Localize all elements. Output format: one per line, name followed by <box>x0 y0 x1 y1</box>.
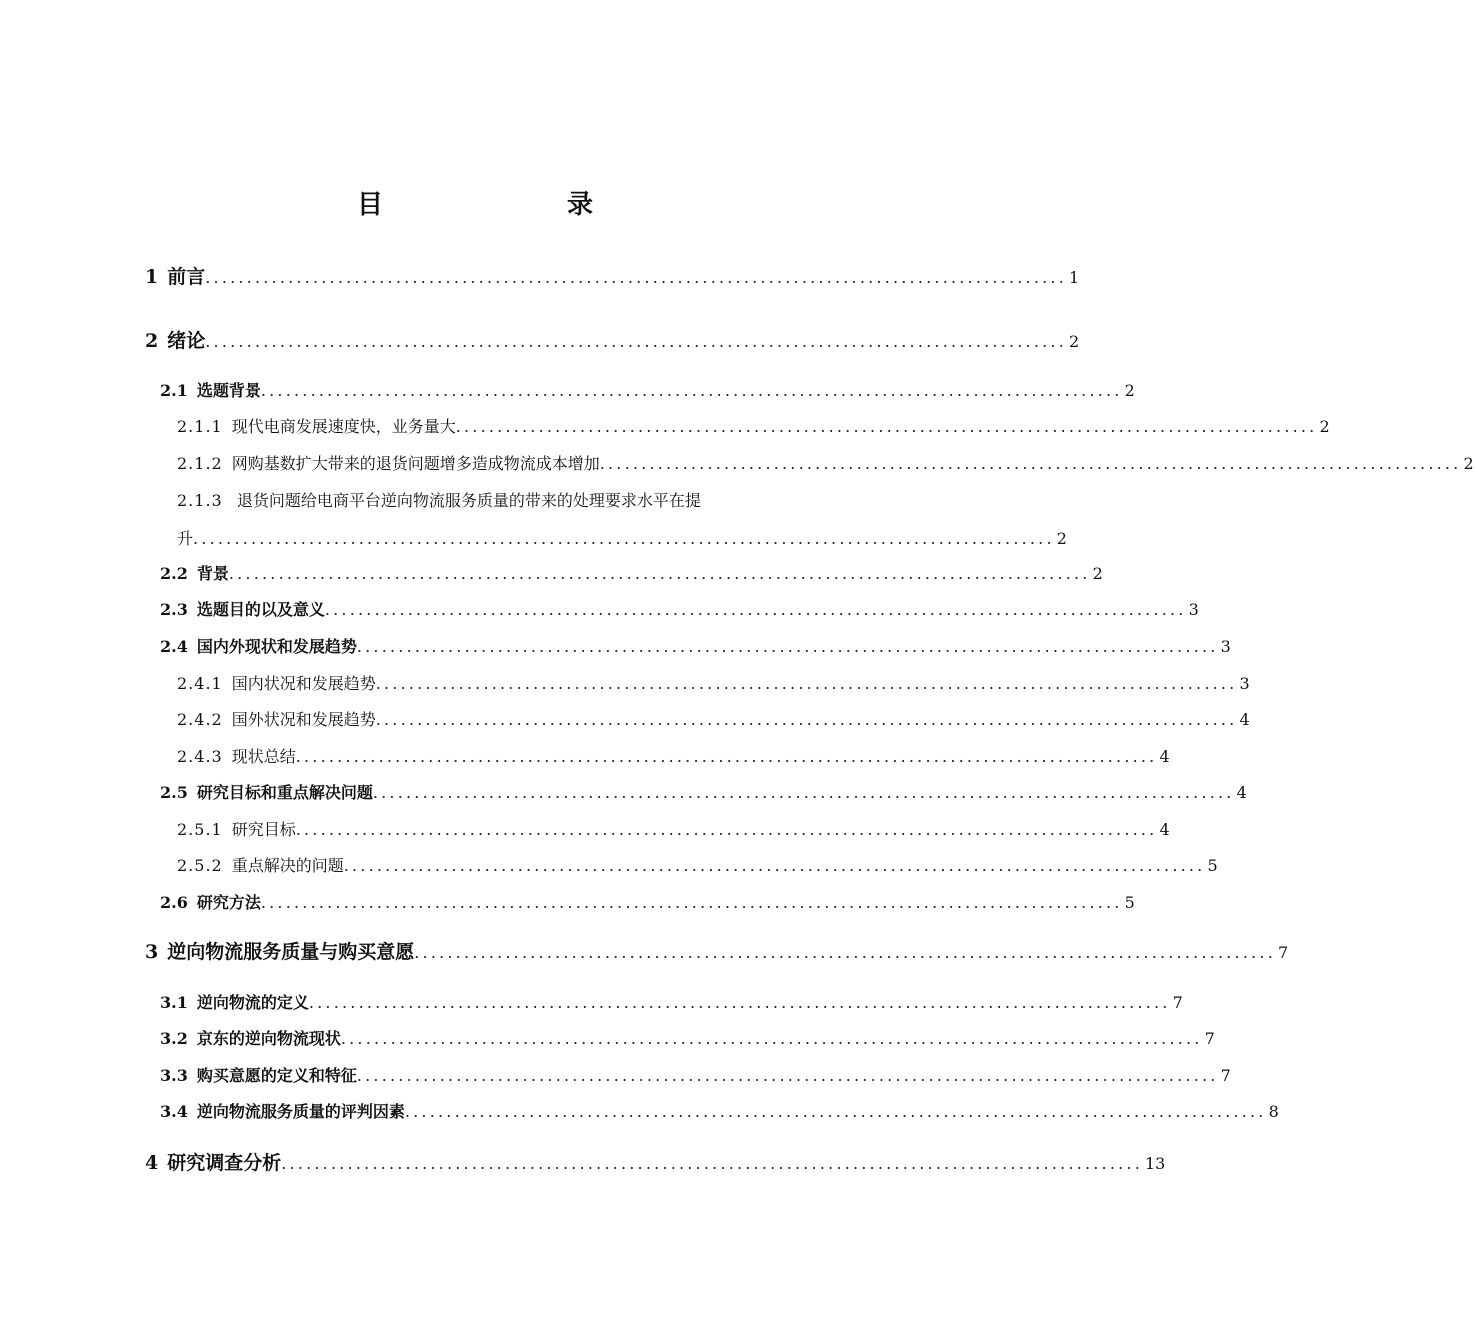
toc-entry-2-1[interactable] <box>160 378 1135 401</box>
toc-number: 2.3 <box>160 600 188 619</box>
toc-entry-2[interactable] <box>145 326 1080 353</box>
toc-page: 7 <box>1220 1066 1231 1085</box>
toc-title: 研究调查分析 <box>167 1152 282 1174</box>
toc-number: 2.1.1 <box>177 417 223 436</box>
toc-number: 3.3 <box>160 1066 188 1085</box>
toc-page: 3 <box>1239 674 1250 693</box>
toc-page: 4 <box>1239 710 1250 729</box>
toc-leader: ........................................................................................................ <box>295 820 1158 839</box>
toc-title: 网购基数扩大带来的退货问题增多造成物流成本增加 <box>231 454 600 473</box>
toc-title: 研究方法 <box>196 893 261 912</box>
toc-leader: ........................................................................................................ <box>260 381 1123 400</box>
toc-title: 退货问题给电商平台逆向物流服务质量的带来的处理要求水平在提 <box>236 491 701 510</box>
toc-number: 4 <box>145 1152 159 1174</box>
toc-page: 4 <box>1236 783 1247 802</box>
toc-title: 绪论 <box>167 330 206 352</box>
toc-number: 2.6 <box>160 893 188 912</box>
toc-title-continued: 升 <box>177 529 194 548</box>
toc-title: 研究目标 <box>231 820 296 839</box>
toc-title: 选题目的以及意义 <box>196 600 325 619</box>
toc-number: 2.4 <box>160 637 188 656</box>
toc-title: 研究目标和重点解决问题 <box>196 783 373 802</box>
toc-entry-2-3[interactable] <box>160 597 1199 620</box>
toc-leader: ........................................................................................................ <box>260 893 1123 912</box>
toc-entry-2-4-2[interactable] <box>177 707 1250 730</box>
toc-page: 2 <box>1124 381 1135 400</box>
toc-page: 2 <box>1069 332 1080 351</box>
toc-page: 2 <box>1092 564 1103 583</box>
toc-title: 京东的逆向物流现状 <box>196 1029 341 1048</box>
toc-page: 2 <box>1056 529 1067 548</box>
toc-title: 重点解决的问题 <box>231 856 344 875</box>
toc-number: 2.4.1 <box>177 674 223 693</box>
toc-page: 5 <box>1207 856 1218 875</box>
toc-number: 3.2 <box>160 1029 188 1048</box>
toc-leader: ........................................................................................................ <box>340 1029 1203 1048</box>
toc-title: 现代电商发展速度快，业务量大 <box>231 417 456 436</box>
toc-title: 前言 <box>167 266 206 288</box>
toc-entry-2-5[interactable] <box>160 780 1247 803</box>
toc-number: 2 <box>145 330 159 352</box>
toc-title: 国内外现状和发展趋势 <box>196 637 357 656</box>
toc-number: 2.5.2 <box>177 856 223 875</box>
toc-entry-1[interactable] <box>145 262 1080 289</box>
toc-title: 逆向物流的定义 <box>196 993 309 1012</box>
toc-leader: ........................................................................................................ <box>308 993 1171 1012</box>
toc-title: 国外状况和发展趋势 <box>231 710 376 729</box>
toc-leader: ........................................................................................................ <box>414 943 1276 962</box>
toc-title: 现状总结 <box>231 747 296 766</box>
toc-entry-2-1-2[interactable] <box>177 451 1474 474</box>
toc-number: 2.5 <box>160 783 188 802</box>
toc-page: 2 <box>1463 454 1474 473</box>
toc-page: 7 <box>1204 1029 1215 1048</box>
toc-page: 3 <box>1188 600 1199 619</box>
toc-number: 2.5.1 <box>177 820 223 839</box>
toc-leader: ........................................................................................................ <box>205 268 1067 287</box>
toc-page: 4 <box>1159 820 1170 839</box>
toc-entry-3-4[interactable] <box>160 1099 1279 1122</box>
toc-entry-2-5-1[interactable] <box>177 817 1170 840</box>
toc-number: 3.1 <box>160 993 188 1012</box>
toc-entry-2-1-1[interactable] <box>177 414 1330 437</box>
toc-entry-3-3[interactable] <box>160 1063 1231 1086</box>
toc-entry-2-4-3[interactable] <box>177 744 1170 767</box>
toc-entry-2-2[interactable] <box>160 561 1103 584</box>
toc-leader: ........................................................................................................ <box>205 332 1067 351</box>
toc-entry-2-1-3-line2[interactable] <box>177 526 1067 549</box>
toc-number: 2.2 <box>160 564 188 583</box>
toc-number: 2.1.3 <box>177 491 223 510</box>
toc-page: 3 <box>1220 637 1231 656</box>
toc-leader: ........................................................................................................ <box>455 417 1318 436</box>
toc-number: 1 <box>145 266 159 288</box>
toc-leader: ........................................................................................................ <box>324 600 1187 619</box>
toc-number: 2.1.2 <box>177 454 223 473</box>
toc-page: 5 <box>1124 893 1135 912</box>
toc-leader: ........................................................................................................ <box>228 564 1091 583</box>
toc-title: 购买意愿的定义和特征 <box>196 1066 357 1085</box>
toc-page: 7 <box>1172 993 1183 1012</box>
toc-page: 4 <box>1159 747 1170 766</box>
toc-leader: ........................................................................................................ <box>375 674 1238 693</box>
toc-page: 7 <box>1278 943 1289 962</box>
toc-number: 2.1 <box>160 381 188 400</box>
toc-leader: ........................................................................................................ <box>356 637 1219 656</box>
toc-entry-2-1-3-line1[interactable] <box>177 488 701 511</box>
toc-leader: ........................................................................................................ <box>281 1154 1143 1173</box>
toc-page: 13 <box>1145 1154 1166 1173</box>
toc-entry-3-1[interactable] <box>160 990 1183 1013</box>
toc-leader: ........................................................................................................ <box>599 454 1462 473</box>
toc-entry-3-2[interactable] <box>160 1026 1215 1049</box>
toc-page: 8 <box>1268 1102 1279 1121</box>
toc-number: 3 <box>145 941 159 963</box>
toc-leader: ........................................................................................................ <box>375 710 1238 729</box>
toc-leader: ........................................................................................................ <box>343 856 1206 875</box>
toc-number: 2.4.2 <box>177 710 223 729</box>
page-title: 目 录 <box>356 190 637 220</box>
toc-leader: ........................................................................................................ <box>372 783 1235 802</box>
toc-title: 逆向物流服务质量与购买意愿 <box>167 941 415 963</box>
toc-entry-2-6[interactable] <box>160 890 1135 913</box>
toc-leader: ........................................................................................................ <box>295 747 1158 766</box>
toc-entry-3[interactable] <box>145 937 1289 964</box>
toc-title: 国内状况和发展趋势 <box>231 674 376 693</box>
toc-title: 背景 <box>196 564 229 583</box>
toc-entry-2-4-1[interactable] <box>177 671 1250 694</box>
toc-leader: ........................................................................................................ <box>193 529 1055 548</box>
toc-leader: ........................................................................................................ <box>356 1066 1219 1085</box>
toc-entry-4[interactable] <box>145 1148 1166 1175</box>
toc-entry-2-4[interactable] <box>160 634 1231 657</box>
toc-number: 3.4 <box>160 1102 188 1121</box>
toc-number: 2.4.3 <box>177 747 223 766</box>
toc-leader: ........................................................................................................ <box>404 1102 1267 1121</box>
toc-page: 1 <box>1069 268 1080 287</box>
toc-title: 选题背景 <box>196 381 261 400</box>
toc-entry-2-5-2[interactable] <box>177 853 1218 876</box>
toc-title: 逆向物流服务质量的评判因素 <box>196 1102 405 1121</box>
toc-page: 2 <box>1319 417 1330 436</box>
